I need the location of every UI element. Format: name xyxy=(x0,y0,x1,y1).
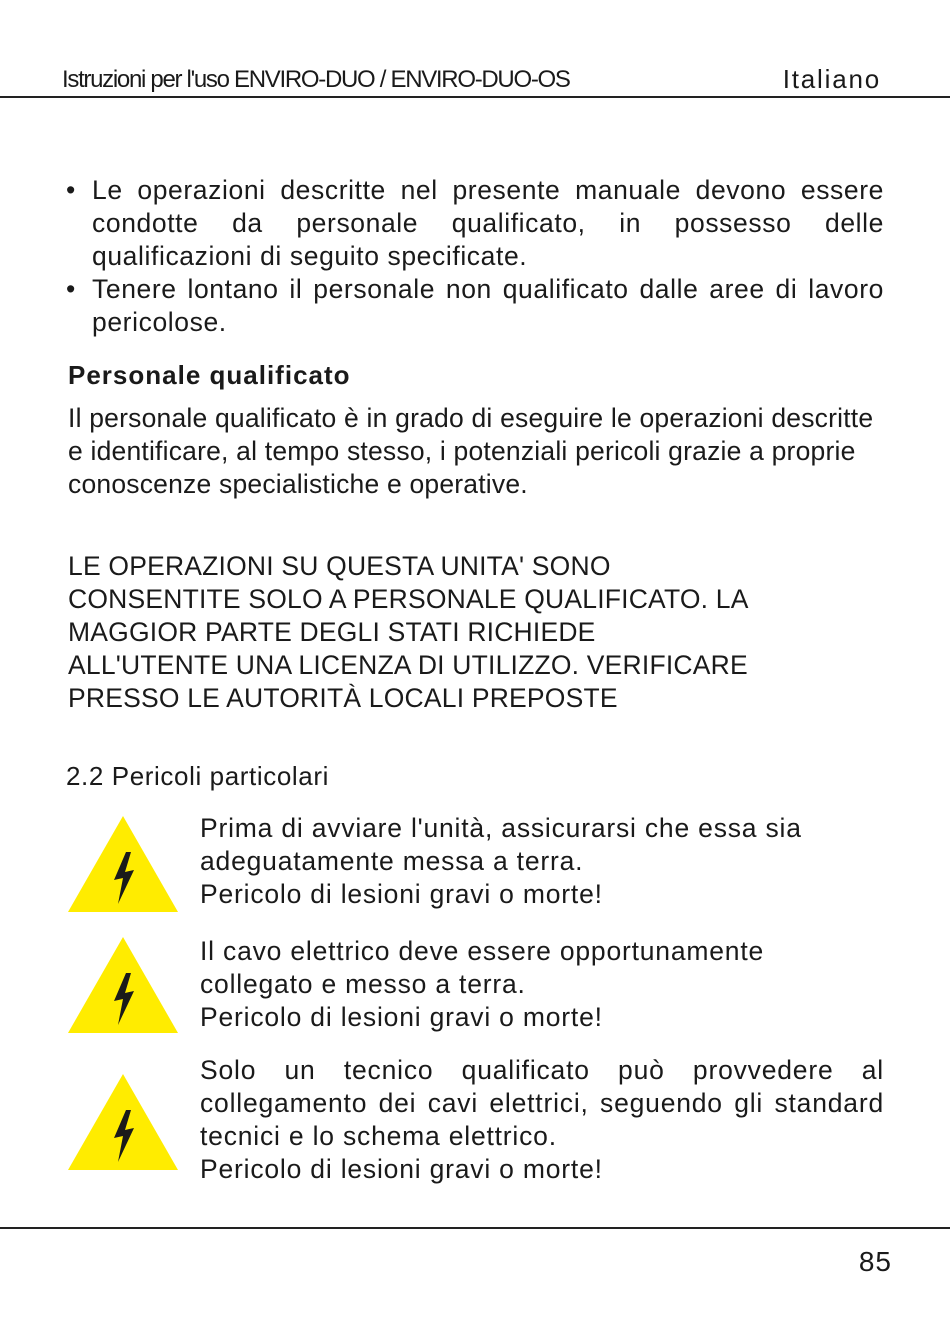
hazard-instruction: Solo un tecnico qualificato può provvedere al collegamento dei cavi elettrici, seguendo gli standard tecnici e lo schema elettrico. xyxy=(200,1055,884,1151)
electrical-hazard-icon xyxy=(66,1072,180,1172)
header-divider xyxy=(0,96,950,98)
bullet-list xyxy=(66,174,884,339)
hazard-text-block xyxy=(200,812,884,911)
hazard-instruction: Il cavo elettrico deve essere opportunamente collegato e messo a terra. xyxy=(200,936,765,999)
bullet-item xyxy=(66,174,884,273)
page-number: 85 xyxy=(858,1246,892,1277)
caps-warning-line: ALL'UTENTE UNA LICENZA DI UTILIZZO. VERIFICARE xyxy=(68,650,748,680)
electrical-hazard-icon xyxy=(66,935,180,1035)
footer-divider xyxy=(0,1227,950,1229)
bullet-text: Le operazioni descritte nel presente manuale devono essere condotte da personale qualificato, in possesso delle qualificazioni di seguito specificate. xyxy=(92,175,884,271)
hazard-text-block xyxy=(200,1054,884,1186)
hazard-instruction: Prima di avviare l'unità, assicurarsi che essa sia adeguatamente messa a terra. xyxy=(200,813,802,876)
bullet-text: Tenere lontano il personale non qualificato dalle aree di lavoro pericolose. xyxy=(92,274,884,337)
document-title: Istruzioni per l'uso ENVIRO-DUO / ENVIRO-DUO-OS xyxy=(62,66,570,93)
hazard-text-block xyxy=(200,935,884,1034)
electrical-hazard-icon xyxy=(66,814,180,914)
caps-warning-line: PRESSO LE AUTORITÀ LOCALI PREPOSTE xyxy=(68,683,618,713)
section-body-qualified-personnel: Il personale qualificato è in grado di eseguire le operazioni descritte e identificare, al tempo stesso, i potenziali pericoli grazie a proprie conoscenze specialistiche e operative. xyxy=(68,403,874,499)
bullet-dot-icon: • xyxy=(66,274,76,304)
special-hazards-heading: 2.2 Pericoli particolari xyxy=(66,761,329,791)
bullet-item xyxy=(66,273,884,339)
caps-warning-block xyxy=(68,550,898,715)
caps-warning-line: MAGGIOR PARTE DEGLI STATI RICHIEDE xyxy=(68,617,596,647)
section-title-qualified-personnel: Personale qualificato xyxy=(68,360,351,390)
language-label: Italiano xyxy=(782,64,881,94)
bullet-dot-icon: • xyxy=(66,175,76,205)
hazard-danger-note: Pericolo di lesioni gravi o morte! xyxy=(200,1002,603,1032)
caps-warning-line: CONSENTITE SOLO A PERSONALE QUALIFICATO. LA xyxy=(68,584,749,614)
caps-warning-line: LE OPERAZIONI SU QUESTA UNITA' SONO xyxy=(68,551,611,581)
hazard-danger-note: Pericolo di lesioni gravi o morte! xyxy=(200,879,603,909)
hazard-danger-note: Pericolo di lesioni gravi o morte! xyxy=(200,1154,603,1184)
